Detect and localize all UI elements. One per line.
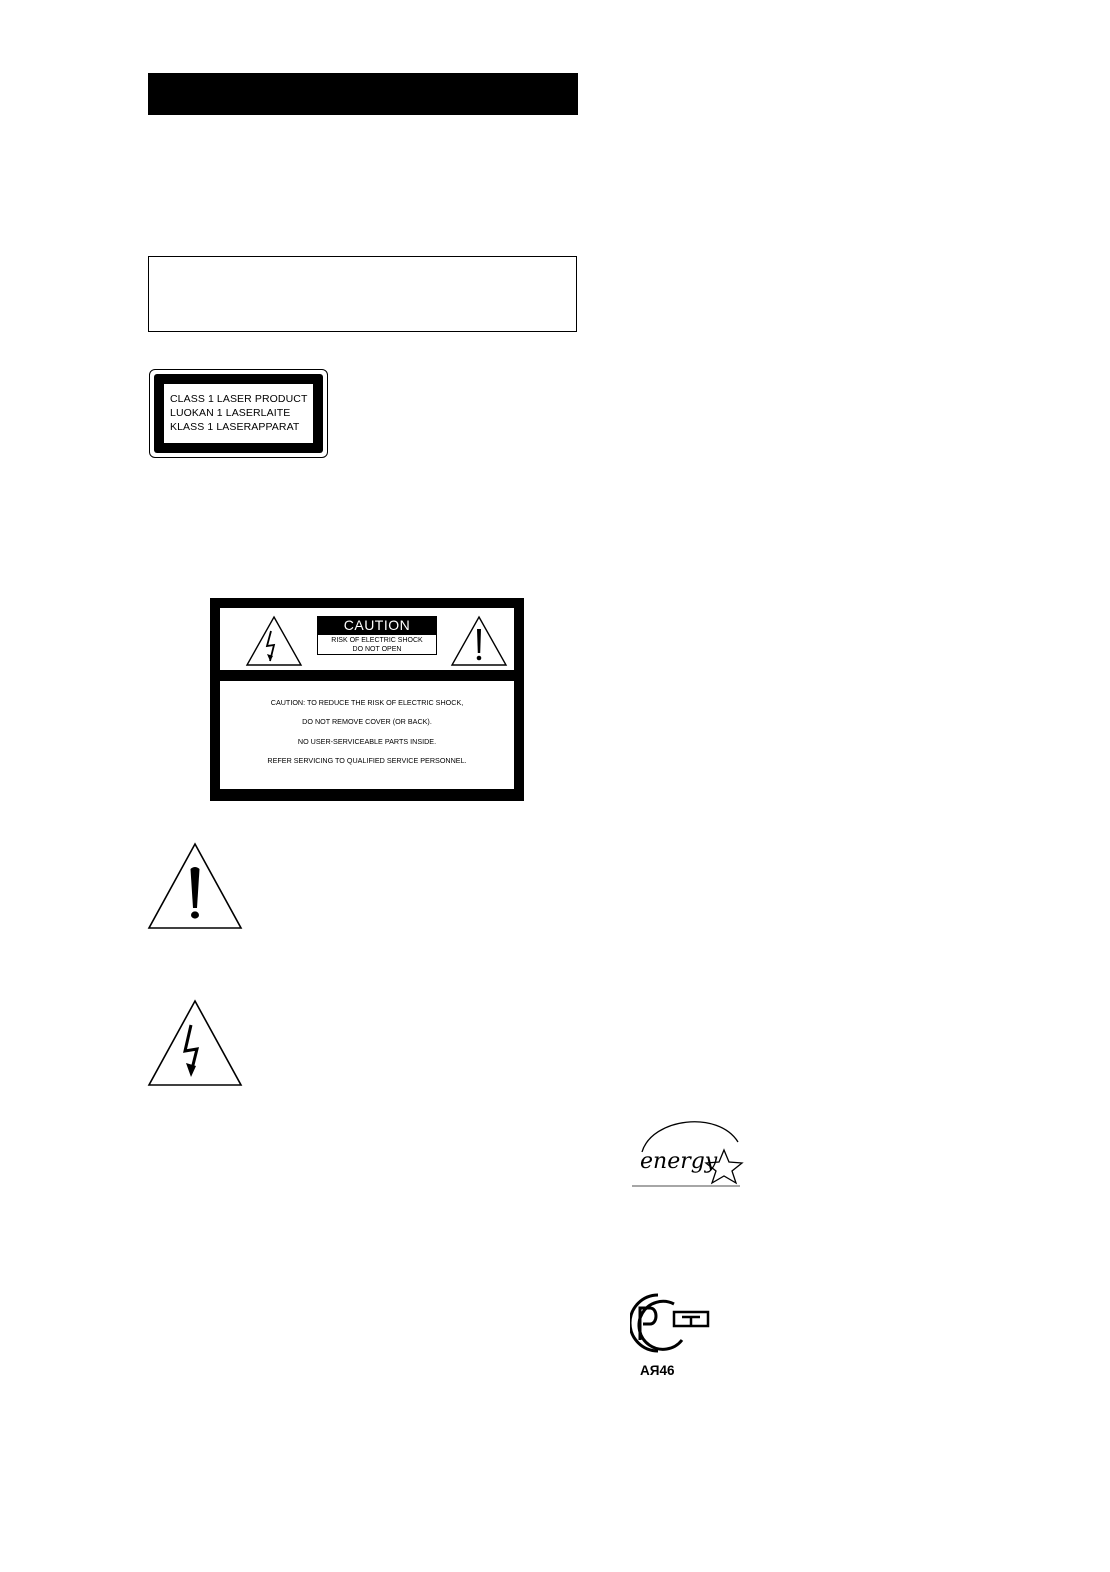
caution-plate [210, 598, 524, 801]
warning-box [148, 256, 577, 332]
caution-body-line-2: DO NOT REMOVE COVER (OR BACK). [302, 717, 432, 726]
caution-body-line-3: NO USER-SERVICEABLE PARTS INSIDE. [297, 737, 437, 746]
caution-body-line-4: REFER SERVICING TO QUALIFIED SERVICE PERSONNEL. [267, 756, 467, 765]
caution-heading: CAUTION [317, 616, 437, 634]
caution-sub-line-2: DO NOT OPEN [352, 646, 402, 653]
laser-product-label [149, 369, 328, 458]
certification-code: АЯ46 [640, 1363, 675, 1378]
lightning-triangle-icon [147, 999, 243, 1087]
laser-label-line-3: KLASS 1 LASERAPPARAT [170, 421, 300, 433]
exclamation-triangle-icon [147, 842, 243, 930]
laser-label-line-1: CLASS 1 LASER PRODUCT [170, 393, 308, 405]
laser-label-text [164, 384, 313, 443]
caution-sub-line-1: RISK OF ELECTRIC SHOCK [331, 637, 423, 644]
pct-certification-icon [630, 1292, 714, 1356]
lightning-triangle-icon [245, 615, 303, 667]
laser-label-frame [154, 374, 323, 453]
energy-logo-text: energy [640, 1149, 718, 1174]
title-bar [148, 73, 578, 115]
laser-label-line-2: LUOKAN 1 LASERLAITE [170, 407, 291, 419]
energy-star-logo [630, 1112, 748, 1190]
caution-body-line-1: CAUTION: TO REDUCE THE RISK OF ELECTRIC SHOCK, [270, 698, 464, 707]
caution-plate-top [220, 608, 514, 670]
caution-plate-body [220, 681, 514, 789]
caution-subtext [317, 634, 437, 655]
exclamation-triangle-icon [450, 615, 508, 667]
